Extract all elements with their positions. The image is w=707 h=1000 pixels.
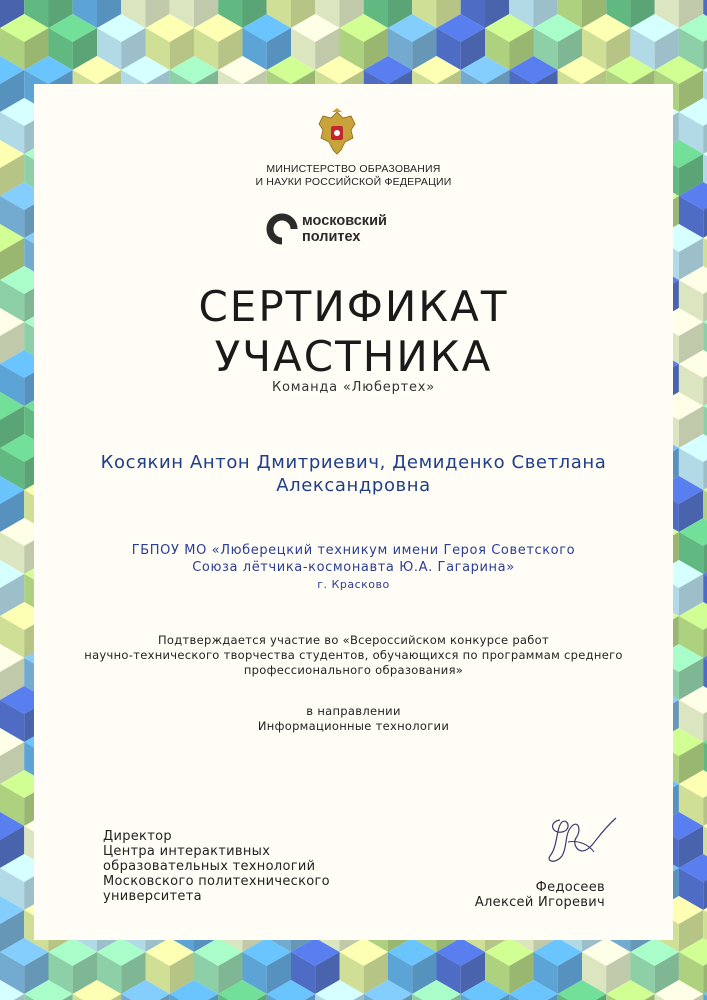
director-line-5: университета — [103, 889, 202, 904]
names-line-1: Косякин Антон Дмитриевич, Демиденко Светлана — [100, 452, 607, 473]
logo-line-1: московский — [302, 213, 387, 229]
direction-label: в направлении — [306, 704, 401, 718]
polytech-logo — [265, 212, 425, 248]
signer-line-1: Федосеев — [535, 880, 605, 895]
confirm-line-2: научно-технического творчества студентов, обучающихся по программам среднего — [84, 648, 623, 662]
team-name: Команда «Любертех» — [271, 380, 436, 395]
director-title — [103, 829, 330, 904]
confirm-line-1: Подтверждается участие во «Всероссийском конкурсе работ — [157, 633, 550, 647]
signer-line-2: Алексей Игоревич — [474, 895, 605, 910]
ministry-line-2: И НАУКИ РОССИЙСКОЙ ФЕДЕРАЦИИ — [255, 176, 452, 188]
logo-line-2: политех — [302, 229, 361, 245]
org-line-1: ГБПОУ МО «Люберецкий техникум имени Героя Советского — [131, 543, 576, 558]
title-line-2: УЧАСТНИКА — [214, 332, 493, 381]
ministry-line-1: МИНИСТЕРСТВО ОБРАЗОВАНИЯ — [266, 163, 441, 175]
handwritten-signature-icon — [538, 812, 618, 870]
director-line-3: образовательных технологий — [103, 859, 316, 874]
direction-value: Информационные технологии — [257, 719, 450, 733]
organization-name — [0, 542, 707, 576]
org-line-2: Союза лётчика-космонавта Ю.А. Гагарина» — [192, 560, 515, 575]
title-line-1: СЕРТИФИКАТ — [198, 282, 509, 331]
director-line-1: Директор — [103, 829, 172, 844]
participant-names — [0, 451, 707, 497]
polytech-ring-icon — [265, 212, 299, 246]
ministry-name — [0, 163, 707, 189]
signer-name — [420, 880, 605, 910]
organization-city: г. Красково — [317, 578, 390, 591]
confirm-line-3: профессионального образования» — [243, 663, 464, 677]
confirmation-text — [0, 633, 707, 678]
names-line-2: Александровна — [276, 475, 431, 496]
russian-coat-of-arms-icon — [315, 108, 359, 160]
director-line-2: Центра интерактивных — [103, 844, 271, 859]
certificate-title — [0, 282, 707, 382]
polytech-logo-text — [302, 213, 387, 245]
director-line-4: Московского политехнического — [103, 874, 330, 889]
